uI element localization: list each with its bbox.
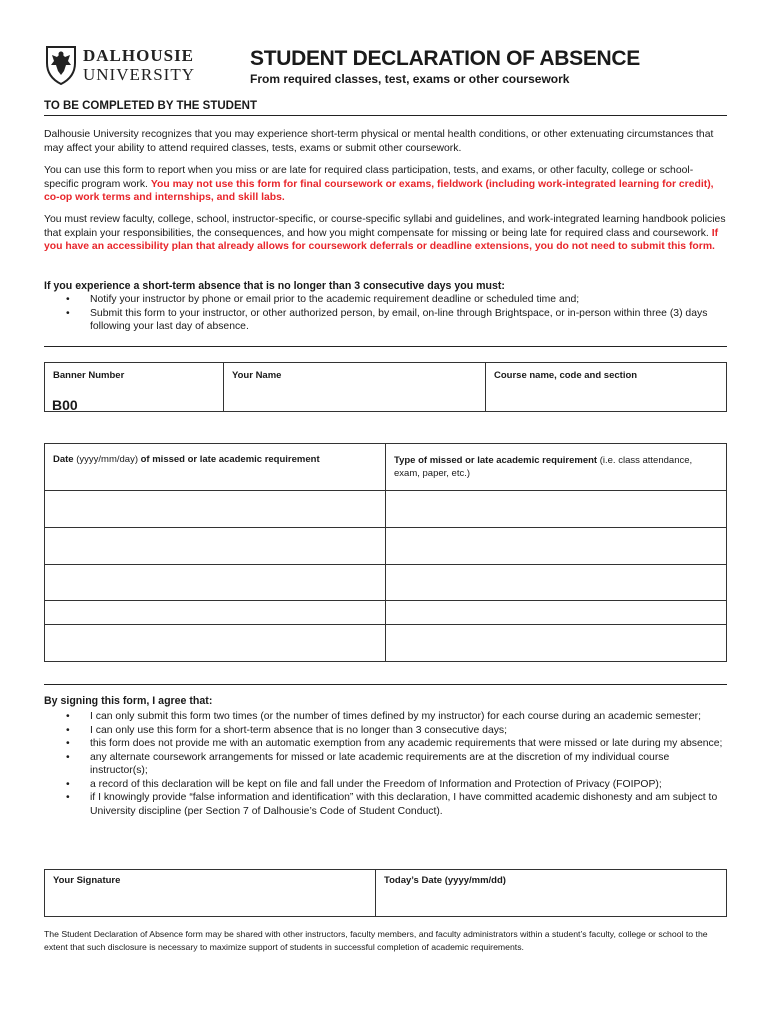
crest-icon	[45, 45, 77, 85]
section-divider	[44, 115, 727, 116]
student-info-table	[44, 362, 727, 412]
section-heading: TO BE COMPLETED BY THE STUDENT	[44, 100, 257, 112]
table-row	[45, 491, 727, 528]
conditions-heading: If you experience a short-term absence that is no longer than 3 consecutive days you must:	[44, 280, 505, 292]
form-subtitle: From required classes, test, exams or other coursework	[250, 72, 570, 86]
todays-date-field[interactable]	[376, 870, 727, 917]
signature-table	[44, 869, 727, 917]
section-divider	[44, 684, 727, 685]
logo-wordmark-line1: DALHOUSIE	[83, 46, 195, 65]
type-input-cell[interactable]	[386, 601, 727, 625]
date-input-cell[interactable]	[45, 528, 386, 565]
list-item: • I can only use this form for a short-term absence that is no longer than 3 consecutive days;	[62, 724, 726, 738]
banner-number-label: Banner Number	[53, 370, 125, 381]
intro-paragraph-2-text: You can use this form to report when you miss or are late for required class participation, tests, and exams, or other faculty, college or school-specific program work.	[44, 165, 694, 190]
date-input-cell[interactable]	[45, 491, 386, 528]
requirements-table	[44, 443, 727, 662]
intro-paragraph-2-warning: You may not use this form for final coursework or exams, fieldwork (including work-integrated learning for credit), co-op work terms and internships, and skill labs.	[44, 178, 714, 203]
list-item: • a record of this declaration will be kept on file and fall under the Freedom of Information and Protection of Privacy (FOIPOP);	[62, 778, 726, 792]
date-column-header	[45, 444, 386, 491]
date-input-cell[interactable]	[45, 565, 386, 601]
todays-date-label: Today’s Date (yyyy/mm/dd)	[384, 875, 506, 886]
type-input-cell[interactable]	[386, 491, 727, 528]
your-name-label: Your Name	[232, 370, 282, 381]
type-label-hint: (i.e. class attendance, exam, paper, etc.)	[394, 455, 693, 479]
date-input-cell[interactable]	[45, 601, 386, 625]
signature-field[interactable]	[45, 870, 376, 917]
table-row	[45, 565, 727, 601]
agreement-list	[62, 710, 726, 818]
type-input-cell[interactable]	[386, 528, 727, 565]
agreement-heading: By signing this form, I agree that:	[44, 695, 213, 707]
intro-paragraph-1: Dalhousie University recognizes that you may experience short-term physical or mental health conditions, or other extenuating circumstances that may affect your ability to attend required classes, tests, exams or submit other coursework.	[44, 129, 714, 154]
date-label-part2: of missed or late academic requirement	[140, 454, 320, 465]
type-input-cell[interactable]	[386, 565, 727, 601]
logo-wordmark-line2: UNIVERSITY	[83, 65, 195, 84]
your-name-field[interactable]	[224, 363, 486, 412]
form-title: STUDENT DECLARATION OF ABSENCE	[250, 47, 641, 70]
table-row	[45, 601, 727, 625]
course-field[interactable]	[486, 363, 727, 412]
list-item: • if I knowingly provide “false information and identification” with this declaration, I have committed academic dishonesty and am subject to University discipline (per Section 7 of Dalhousie’s Code of Student Conduct).	[62, 791, 726, 818]
list-item: • any alternate coursework arrangements for missed or late academic requirements are at the discretion of my individual course instructor(s);	[62, 751, 726, 778]
intro-paragraph-3-text: You must review faculty, college, school, instructor-specific, or course-specific syllabi and guidelines, and work-integrated learning handbook policies that explain your responsibilities, the consequences, and how you might compensate for missing or being late for required class and coursework.	[44, 214, 726, 239]
list-item: • I can only submit this form two times (or the number of times defined by my instructor) for each course during an academic semester;	[62, 710, 726, 724]
signature-label: Your Signature	[53, 875, 121, 886]
intro-paragraph-2	[44, 164, 726, 205]
conditions-list	[62, 293, 726, 334]
date-label-format: (yyyy/mm/day)	[73, 454, 141, 465]
type-label-bold: Type of missed or late academic requirement	[394, 455, 598, 466]
intro-paragraph-3-warning: If you have an accessibility plan that already allows for coursework deferrals or deadline extensions, you do not need to submit this form.	[44, 227, 719, 252]
date-input-cell[interactable]	[45, 625, 386, 662]
intro-paragraph-3	[44, 213, 726, 254]
university-logo	[45, 45, 205, 87]
list-item: • Notify your instructor by phone or email prior to the academic requirement deadline or scheduled time and;	[62, 293, 726, 307]
list-item: • this form does not provide me with an automatic exemption from any academic requirements that were missed or late during my absence;	[62, 737, 726, 751]
banner-number-value: B00	[52, 397, 78, 413]
table-row	[45, 528, 727, 565]
date-column-label	[45, 444, 385, 472]
date-label-part1: Date	[53, 454, 74, 465]
list-item: • Submit this form to your instructor, or other authorized person, by email, on-line through Brightspace, or in-person within three (3) days following your last day of absence.	[62, 307, 726, 334]
privacy-footer: The Student Declaration of Absence form may be shared with other instructors, faculty members, and faculty administrators within a student’s faculty, college or school to the extent that such disclosure is necessary to maximize support of students in successful completion of academic requirements.	[44, 929, 708, 952]
course-label: Course name, code and section	[494, 370, 638, 381]
type-column-label	[386, 444, 726, 487]
table-row	[45, 625, 727, 662]
type-input-cell[interactable]	[386, 625, 727, 662]
type-column-header	[386, 444, 727, 491]
section-divider	[44, 346, 727, 347]
